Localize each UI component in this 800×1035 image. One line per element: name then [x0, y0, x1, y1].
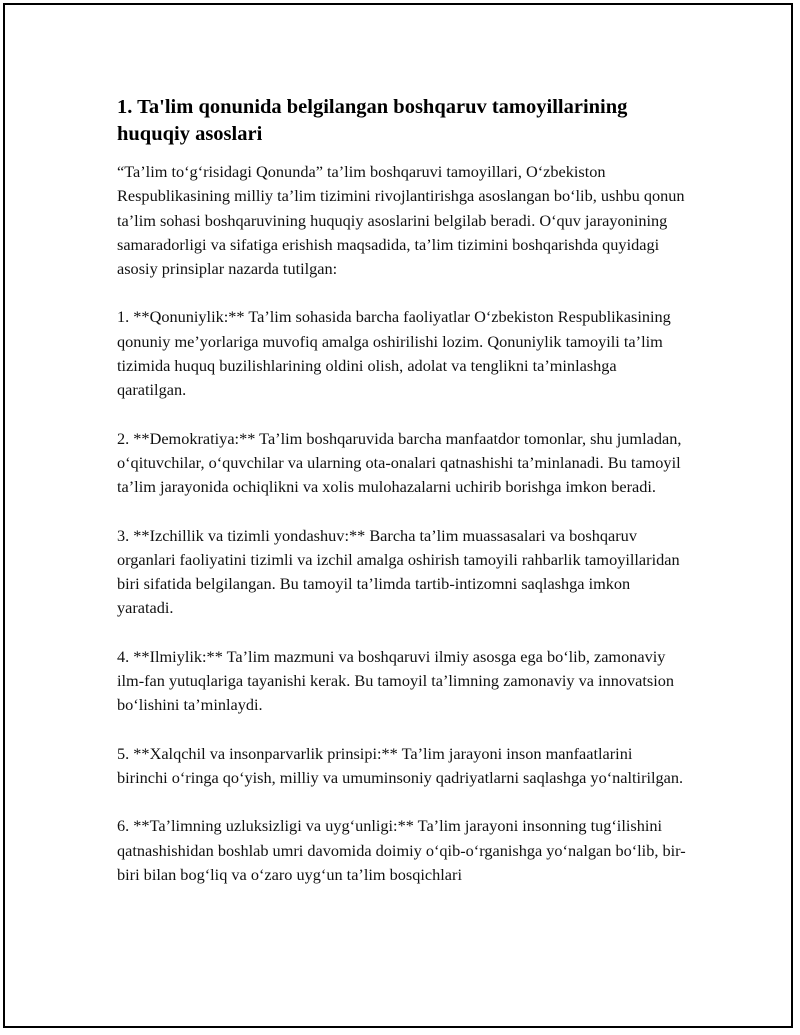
principle-continuity-paragraph: 6. **Ta’limning uzluksizligi va uyg‘unligi:** Ta’lim jarayoni insonning tug‘ilishini qatnashishidan boshlab umri davomida doimiy o‘qib-o‘rganishga yo‘nalgan bo‘lib, bir-biri bilan bog‘liq va o‘zaro uyg‘un ta’lim bosqichlari [117, 816, 686, 884]
principle-legality-paragraph: 1. **Qonuniylik:** Ta’lim sohasida barcha faoliyatlar O‘zbekiston Respublikasining qonuniy me’yorlariga muvofiq amalga oshirilishi lozim. Qonuniylik tamoyili ta’lim tizimida huquq buzilishlarining oldini olish, adolat va tenglikni ta’minlashga qaratilgan. [117, 307, 671, 400]
principle-humanism-paragraph: 5. **Xalqchil va insonparvarlik prinsipi:** Ta’lim jarayoni inson manfaatlarini birinchi o‘ringa qo‘yish, milliy va umuminsoniy qadriyatlarni saqlashga yo‘naltirilgan. [117, 743, 684, 787]
principle-consistency-paragraph: 3. **Izchillik va tizimli yondashuv:** Barcha ta’lim muassasalari va boshqaruv organlari faoliyatini tizimli va izchil amalga oshirish tamoyili rahbarlik tamoyillaridan biri sifatida belgilangan. Bu tamoyil ta’limda tartib-intizomni saqlashga imkon yaratadi. [117, 525, 680, 618]
section-heading: 1. Ta'lim qonunida belgilangan boshqaruv tamoyillarining huquqiy asoslari [117, 96, 628, 145]
document-body [117, 94, 687, 911]
intro-paragraph: “Ta’lim to‘g‘risidagi Qonunda” ta’lim boshqaruvi tamoyillari, O‘zbekiston Respublikasining milliy ta’lim tizimini rivojlantirishga asoslangan bo‘lib, ushbu qonun ta’lim sohasi boshqaruvining huquqiy asoslarini belgilab beradi. O‘quv jarayonining samaradorligi va sifatiga erishish maqsadida, ta’lim tizimini boshqarishda quyidagi asosiy prinsiplar nazarda tutilgan: [117, 162, 685, 279]
principle-democracy-paragraph: 2. **Demokratiya:** Ta’lim boshqaruvida barcha manfaatdor tomonlar, shu jumladan, o‘qituvchilar, o‘quvchilar va ularning ota-onalari qatnashishi ta’minlanadi. Bu tamoyil ta’lim jarayonida ochiqlikni va xolis mulohazalarni uchirib borishga imkon beradi. [117, 428, 682, 497]
principle-science-paragraph: 4. **Ilmiylik:** Ta’lim mazmuni va boshqaruvi ilmiy asosga ega bo‘lib, zamonaviy ilm-fan yutuqlariga tayanishi kerak. Bu tamoyil ta’limning zamonaviy va innovatsion bo‘lishini ta’minlaydi. [117, 646, 675, 715]
